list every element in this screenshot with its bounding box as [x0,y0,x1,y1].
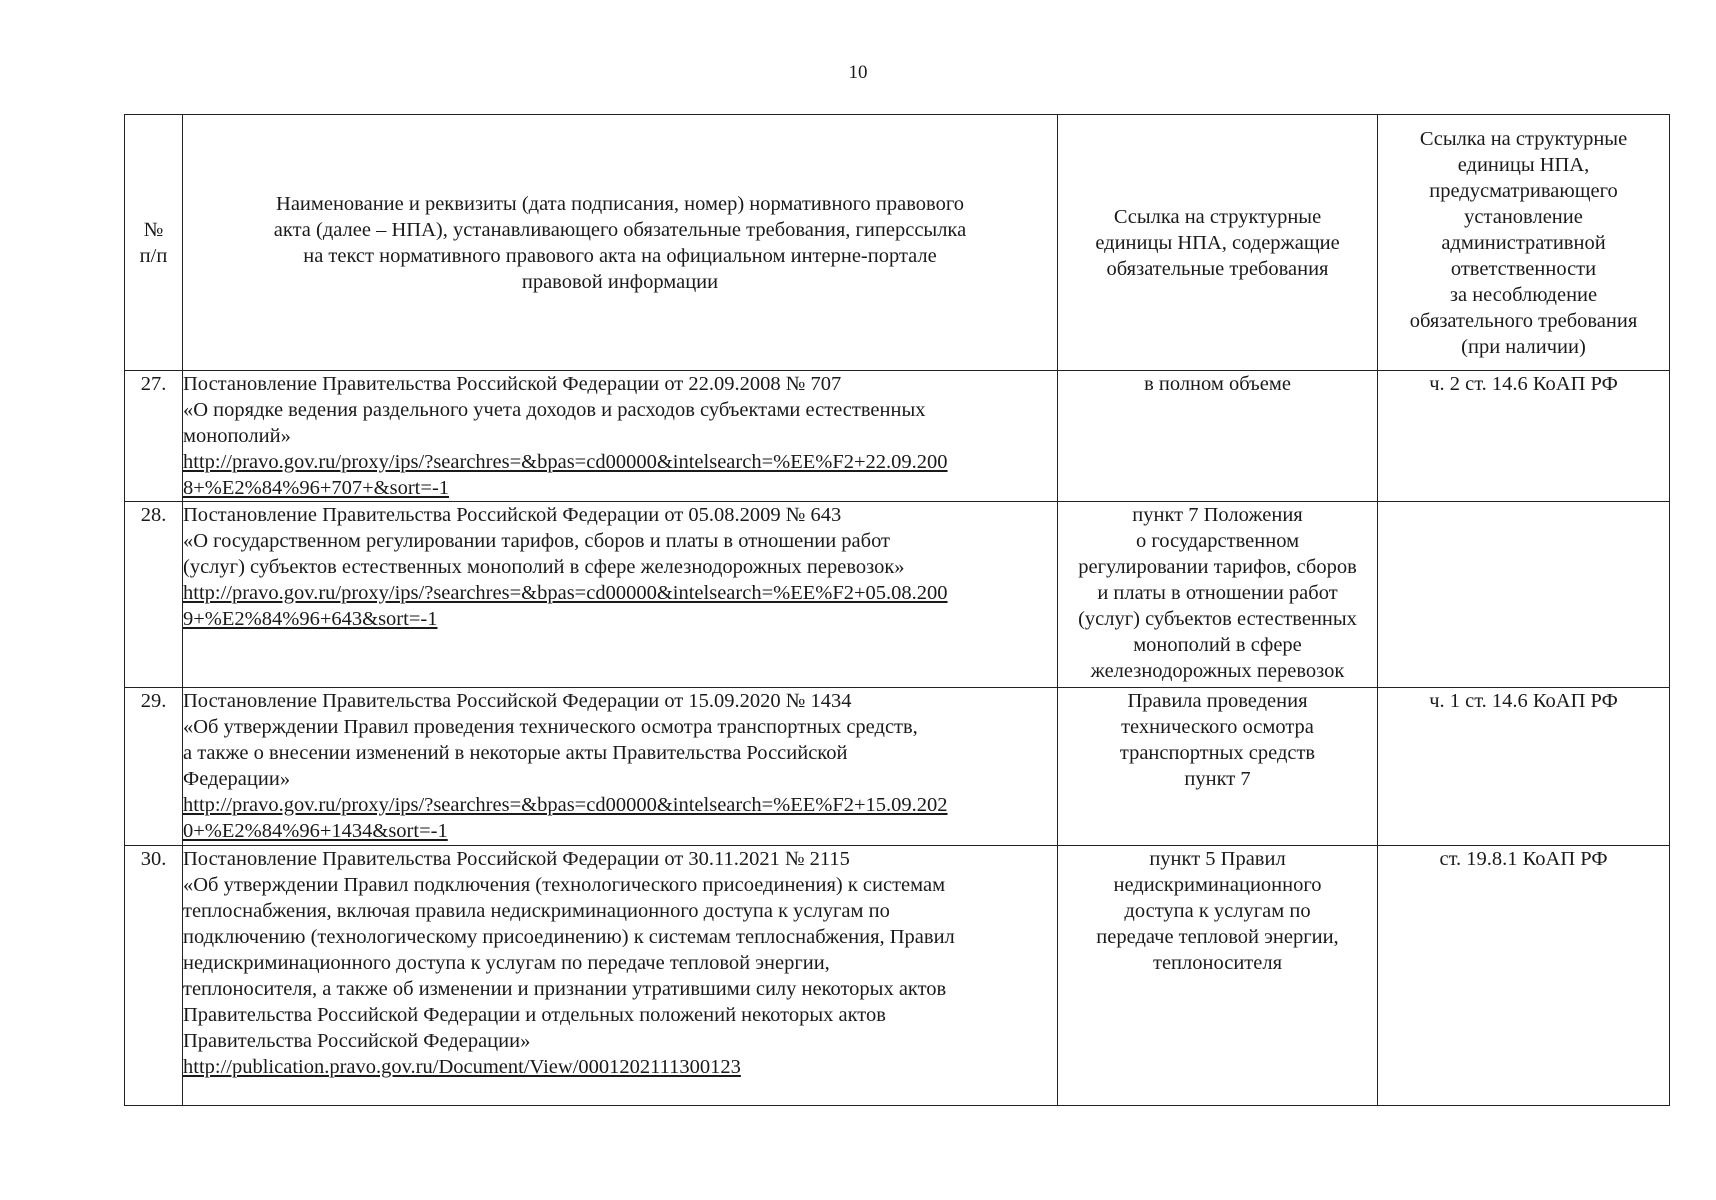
act-description-line: (услуг) субъектов естественных монополий в сфере железнодорожных перевозок» [183,556,905,578]
act-link[interactable]: http://pravo.gov.ru/proxy/ips/?searchres=&bpas=cd00000&intelsearch=%EE%F2+05.08.200 [183,582,948,604]
table-header-row [125,115,1670,371]
header-liab-line: за несоблюдение [1449,283,1598,306]
table-row [125,846,1670,1106]
header-name-line: акта (далее – НПА), устанавливающего обязательные требования, гиперссылка [273,218,967,241]
requirements-line: теплоносителя [1152,952,1283,974]
header-liab-line: предусматривающего [1429,179,1618,202]
requirements-line: пункт 5 Правил [1149,848,1286,870]
header-number [125,115,183,371]
act-description-line: монополий» [183,425,291,447]
table-row [125,502,1670,688]
header-liab-line: единицы НПА, [1457,153,1590,176]
header-liab-line: административной [1441,231,1606,254]
requirements-line: регулировании тарифов, сборов [1078,556,1357,578]
act-title: Постановление Правительства Российской Федерации от 05.08.2009 № 643 [183,504,842,526]
requirements-line: пункт 7 [1184,768,1251,790]
liability-cell [1378,371,1670,502]
table-row [125,371,1670,502]
act-description-line: Правительства Российской Федерации» [183,1030,531,1052]
act-title: Постановление Правительства Российской Федерации от 22.09.2008 № 707 [183,373,842,395]
requirements-line: о государственном [1135,530,1300,552]
act-description-line: «Об утверждении Правил проведения технического осмотра транспортных средств, [183,716,918,738]
table-row [125,688,1670,846]
requirements-line: Правила проведения [1127,690,1308,712]
requirements-line: в полном объеме [1144,373,1291,395]
act-description-line: теплоносителя, а также об изменении и признании утратившими силу некоторых актов [183,978,947,1000]
header-liability [1378,115,1670,371]
requirements-line: железнодорожных перевозок [1090,660,1345,682]
liability-text: ст. 19.8.1 КоАП РФ [1439,848,1608,870]
header-number-symbol: № [143,218,164,241]
act-description-line: Правительства Российской Федерации и отдельных положений некоторых актов [183,1004,886,1026]
act-link[interactable]: http://pravo.gov.ru/proxy/ips/?searchres=&bpas=cd00000&intelsearch=%EE%F2+15.09.202 [183,794,948,816]
act-description-line: недискриминационного доступа к услугам по передаче тепловой энергии, [183,952,830,974]
requirements-line: передаче тепловой энергии, [1096,926,1339,948]
act-name-cell [183,846,1058,1106]
header-liab-line: (при наличии) [1461,335,1586,358]
act-description-line: Федерации» [183,768,291,790]
header-liab-line: Ссылка на структурные [1419,127,1628,150]
requirements-line: транспортных средств [1119,742,1316,764]
header-name-line: на текст нормативного правового акта на официальном интерне-портале [303,244,937,267]
liability-cell [1378,502,1670,688]
act-link[interactable]: 9+%E2%84%96+643&sort=-1 [183,608,438,630]
requirements-line: недискриминационного [1113,874,1322,896]
act-title: Постановление Правительства Российской Федерации от 15.09.2020 № 1434 [183,690,852,712]
act-link[interactable]: 0+%E2%84%96+1434&sort=-1 [183,820,448,842]
requirements-line: пункт 7 Положения [1132,504,1303,526]
header-req-line: обязательные требования [1106,257,1329,280]
requirements-line: (услуг) субъектов естественных [1078,608,1357,630]
requirements-cell [1058,502,1378,688]
liability-cell [1378,846,1670,1106]
header-liab-line: обязательного требования [1409,309,1638,332]
requirements-cell [1058,371,1378,502]
header-number-label: п/п [139,244,168,267]
npa-table [124,114,1670,1106]
act-name-cell [183,688,1058,846]
act-link[interactable]: 8+%E2%84%96+707+&sort=-1 [183,477,450,499]
act-link[interactable]: http://pravo.gov.ru/proxy/ips/?searchres=&bpas=cd00000&intelsearch=%EE%F2+22.09.200 [183,451,948,473]
header-requirements [1058,115,1378,371]
header-liab-line: установление [1464,205,1583,228]
header-req-line: Ссылка на структурные [1113,205,1322,228]
requirements-cell [1058,688,1378,846]
liability-cell [1378,688,1670,846]
act-description-line: «О государственном регулировании тарифов, сборов и платы в отношении работ [183,530,891,552]
header-name-line: правовой информации [521,270,719,293]
header-req-line: единицы НПА, содержащие [1095,231,1340,254]
requirements-line: монополий в сфере [1133,634,1302,656]
liability-text: ч. 1 ст. 14.6 КоАП РФ [1429,690,1618,712]
row-number: 27. [125,371,183,502]
header-liab-line: ответственности [1450,257,1597,280]
act-name-cell [183,371,1058,502]
act-link[interactable]: http://publication.pravo.gov.ru/Document/View/0001202111300123 [183,1056,741,1078]
row-number: 29. [125,688,183,846]
requirements-cell [1058,846,1378,1106]
row-number: 30. [125,846,183,1106]
row-number: 28. [125,502,183,688]
act-name-cell [183,502,1058,688]
page-number: 10 [848,62,868,83]
act-description-line: «О порядке ведения раздельного учета доходов и расходов субъектами естественных [183,399,926,421]
act-description-line: а также о внесении изменений в некоторые акты Правительства Российской [183,742,848,764]
header-name [183,115,1058,371]
act-title: Постановление Правительства Российской Федерации от 30.11.2021 № 2115 [183,848,850,870]
requirements-line: технического осмотра [1121,716,1314,738]
act-description-line: подключению (технологическому присоединению) к системам теплоснабжения, Правил [183,926,955,948]
requirements-line: доступа к услугам по [1124,900,1311,922]
header-name-line: Наименование и реквизиты (дата подписания, номер) нормативного правового [276,192,964,215]
liability-text: ч. 2 ст. 14.6 КоАП РФ [1429,373,1618,395]
requirements-line: и платы в отношении работ [1097,582,1338,604]
act-description-line: теплоснабжения, включая правила недискриминационного доступа к услугам по [183,900,890,922]
act-description-line: «Об утверждении Правил подключения (технологического присоединения) к системам [183,874,946,896]
